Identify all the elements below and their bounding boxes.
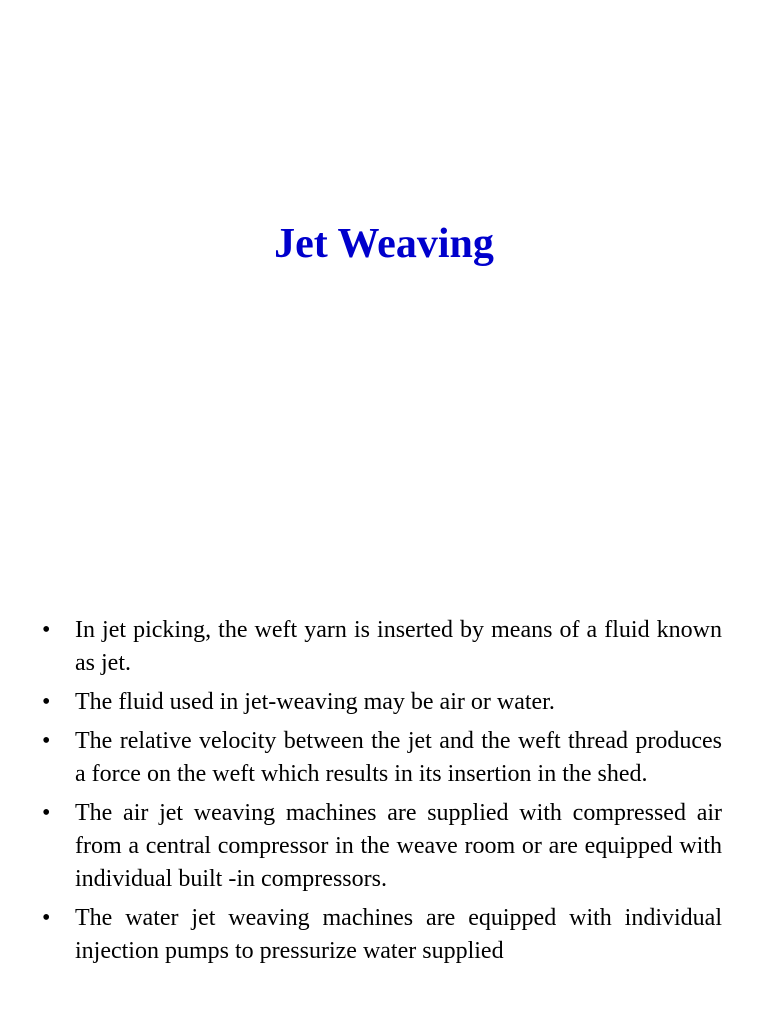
- bullet-text: In jet picking, the weft yarn is inserted by means of a fluid known as jet.: [75, 617, 722, 676]
- bullet-dot-icon: •: [42, 728, 51, 754]
- bullet-item: [40, 686, 722, 719]
- bullet-item: [40, 614, 722, 680]
- bullet-dot-icon: •: [42, 617, 51, 643]
- slide-title: Jet Weaving: [274, 221, 494, 267]
- bullet-text: The air jet weaving machines are supplied with compressed air from a central compressor in the weave room or are equipped with individual built -in compressors.: [75, 800, 722, 892]
- bullet-dot-icon: •: [42, 905, 51, 931]
- bullet-item: [40, 725, 722, 791]
- bullet-text: The water jet weaving machines are equipped with individual injection pumps to pressurize water supplied: [75, 905, 722, 964]
- bullet-item: [40, 797, 722, 896]
- bullet-text: The fluid used in jet-weaving may be air or water.: [75, 689, 555, 715]
- bullet-text: The relative velocity between the jet and the weft thread produces a force on the weft which results in its insertion in the shed.: [75, 728, 722, 787]
- bullet-dot-icon: •: [42, 689, 51, 715]
- bullet-item: [40, 902, 722, 968]
- bullet-list: [40, 614, 722, 974]
- bullet-dot-icon: •: [42, 800, 51, 826]
